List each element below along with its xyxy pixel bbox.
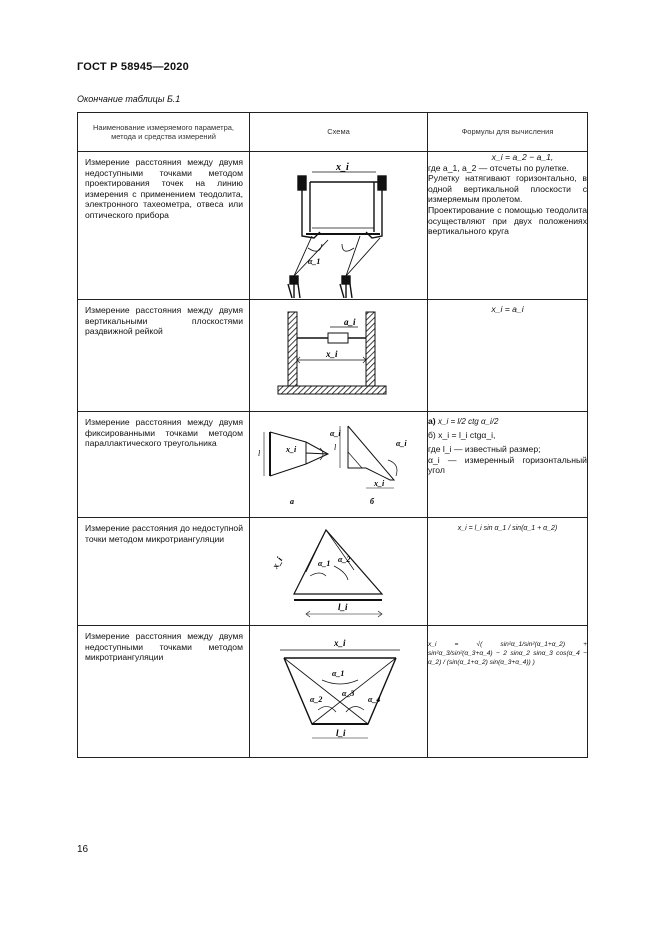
row-description: Измерение расстояния между двумя недоступными точками методом проектирования точек на линию измерения с применением теодолита, электронного тахеометра, отвеса или оптического прибора — [85, 157, 243, 220]
scheme-label: а — [290, 497, 294, 506]
formula-main: x_i = l/2 ctg α_i/2 — [438, 417, 499, 426]
row-description: Измерение расстояния между двумя фиксированными точками методом параллактического треугольника — [85, 417, 243, 449]
column-header-formula: Формулы для вычисления — [428, 113, 588, 152]
scheme-label: α_1 — [308, 257, 321, 266]
row-formula — [428, 152, 588, 300]
scheme-label: x_i — [326, 349, 338, 359]
row-description: Измерение расстояния до недоступной точки методом микротриангуляции — [85, 523, 244, 544]
table-row — [78, 412, 588, 518]
table-row — [78, 300, 588, 412]
row-formula — [428, 412, 588, 518]
column-header-scheme: Схема — [250, 113, 428, 152]
scheme-label: x_i — [286, 445, 297, 454]
row-scheme — [250, 412, 428, 518]
scheme-label: x_i — [334, 638, 346, 648]
scheme-label: x_i — [336, 162, 349, 173]
row-scheme — [250, 300, 428, 412]
scheme-label: l — [334, 443, 337, 452]
scheme-label: x_i — [270, 555, 285, 571]
row-scheme — [250, 152, 428, 300]
scheme-drawing-projection — [250, 152, 428, 298]
scheme-label: α_3 — [342, 689, 355, 698]
row-scheme — [250, 518, 428, 626]
scheme-label: a_i — [344, 317, 356, 327]
scheme-label: l_i — [338, 602, 348, 612]
table-row — [78, 626, 588, 758]
formula-main: x_i = √( sin²α_1/sin²(α_1+α_2) + sin²α_3/sin²(α_3+α_4) − 2 sinα_2 sinα_3 cos(α_4 − α_2) / (sin(α_1+α_2) sin(α_3+α_4)) ) — [428, 641, 587, 666]
row-description: Измерение расстояния между двумя вертикальными плоскостями раздвижной рейкой — [85, 305, 243, 337]
scheme-label: α_4 — [368, 695, 381, 704]
formula-note: α_i — измеренный горизонтальный угол — [428, 454, 587, 476]
row-formula — [428, 626, 588, 758]
page-number: 16 — [77, 844, 89, 855]
table-row — [78, 518, 588, 626]
scheme-label: l — [258, 449, 261, 458]
row-scheme — [250, 626, 428, 758]
measurement-table — [77, 112, 588, 758]
formula-note: где l_i — известный размер; — [428, 444, 541, 455]
formula-main: x_i = l_i sin α_1 / sin(α_1 + α_2) — [457, 525, 558, 532]
document-header: ГОСТ Р 58945—2020 — [77, 61, 189, 73]
row-description: Измерение расстояния между двумя недоступными точками методом микротриангуляции — [85, 631, 243, 663]
scheme-label: α_i — [396, 439, 407, 448]
formula-note: Проектирование с помощью теодолита осуществляют при двух положениях вертикального круга — [428, 204, 587, 237]
scheme-label: x_i — [374, 479, 385, 488]
scheme-drawing-parallax — [250, 412, 428, 516]
row-formula — [428, 518, 588, 626]
scheme-label: α_i — [330, 429, 341, 438]
formula-main: x_i = a_2 − a_1, — [491, 152, 554, 162]
formula-note: где a_1, a_2 — отсчеты по рулетке. — [428, 162, 569, 173]
scheme-label: α_1 — [332, 669, 345, 678]
table-caption: Окончание таблицы Б.1 — [77, 94, 181, 104]
formula-prefix: а) — [428, 416, 436, 426]
row-formula — [428, 300, 588, 412]
formula-main: б) x_i = l_i ctgα_i, — [428, 429, 496, 440]
table-row — [78, 152, 588, 300]
scheme-label: α_2 — [310, 695, 323, 704]
formula-main: x_i = a_i — [491, 304, 524, 314]
scheme-label: α_2 — [338, 555, 351, 564]
scheme-label: б — [370, 497, 374, 506]
scheme-label: l_i — [336, 728, 346, 738]
formula-note: Рулетку натягивают горизонтально, в одной вертикальной плоскости с измеряемым пролетом. — [428, 173, 587, 205]
scheme-label: α_1 — [318, 559, 331, 568]
table-header-row — [78, 113, 588, 152]
scheme-drawing-microtriangulation — [250, 518, 428, 624]
scheme-drawing-rod — [250, 300, 428, 410]
column-header-description: Наименование измеряемого параметра, метода и средства измерений — [78, 113, 250, 152]
scheme-drawing-microtriangulation-2 — [250, 626, 428, 756]
